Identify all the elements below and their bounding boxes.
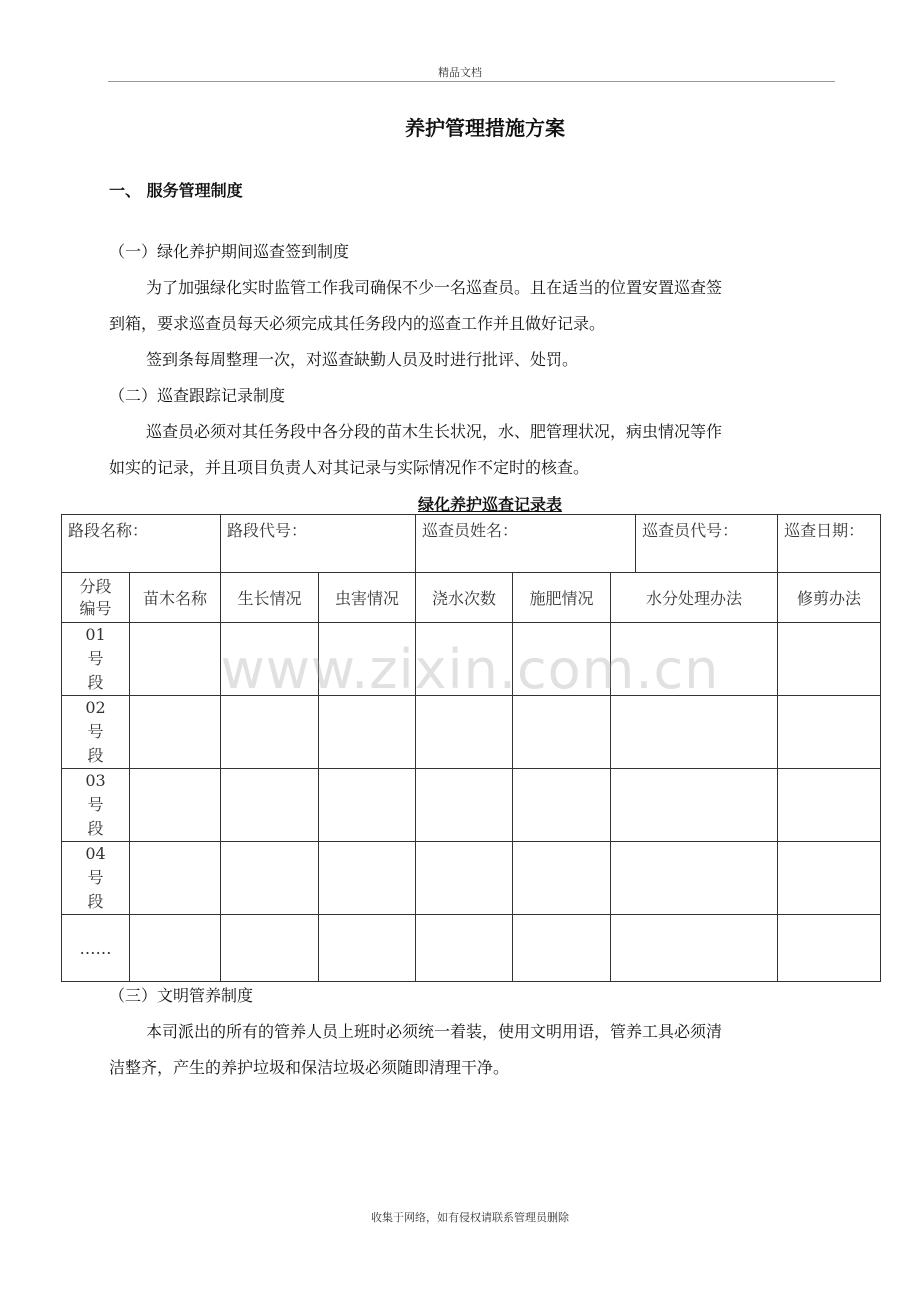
empty-cell [513,915,611,982]
paragraph-line: 如实的记录，并且项目负责人对其记录与实际情况作不定时的核查。 [109,458,590,477]
empty-cell [416,623,513,696]
header-segment-line2: 编号 [79,598,112,618]
segment-number: 01 [85,625,106,644]
empty-cell [130,623,221,696]
empty-cell [130,915,221,982]
inspection-record-table [61,514,881,982]
empty-cell [611,769,778,842]
document-title: 养护管理措施方案 [405,116,565,140]
empty-cell [611,915,778,982]
pruning-header: 修剪办法 [778,573,881,623]
paragraph-line: 巡查员必须对其任务段中各分段的苗木生长状况，水、肥管理状况，病虫情况等作 [146,422,723,441]
empty-cell [319,623,416,696]
empty-cell [221,696,319,769]
table-row [62,769,881,842]
segment-cell [62,769,130,842]
growth-header: 生长情况 [221,573,319,623]
section-heading: 一、 服务管理制度 [109,181,243,200]
watermark: www.zixin.com.cn [220,638,720,701]
fertilizing-header: 施肥情况 [513,573,611,623]
empty-cell [778,696,881,769]
empty-cell [416,696,513,769]
empty-cell [416,769,513,842]
inspector-code-field: 巡查员代号： [636,515,778,573]
segment-unit: 段 [87,746,104,765]
ellipsis-cell: …… [62,915,130,982]
empty-cell [611,842,778,915]
empty-cell [416,915,513,982]
watering-header: 浇水次数 [416,573,513,623]
empty-cell [611,696,778,769]
segment-unit: 段 [87,892,104,911]
empty-cell [611,623,778,696]
empty-cell [513,696,611,769]
table-row [62,842,881,915]
empty-cell [221,623,319,696]
header-divider [108,81,835,82]
empty-cell [130,769,221,842]
inspection-date-field: 巡查日期： [778,515,881,573]
empty-cell [130,842,221,915]
segment-number-header [62,573,130,623]
segment-cell [62,696,130,769]
paragraph-line: 为了加强绿化实时监管工作我司确保不少一名巡查员。且在适当的位置安置巡查签 [146,278,723,297]
road-name-field: 路段名称： [62,515,221,573]
paragraph-line: 到箱，要求巡查员每天必须完成其任务段内的巡查工作并且做好记录。 [109,314,606,333]
subsection-heading-3: （三）文明管养制度 [109,986,254,1005]
info-row [62,515,881,573]
seedling-name-header: 苗木名称 [130,573,221,623]
paragraph-line: 洁整齐，产生的养护垃圾和保洁垃圾必须随即清理干净。 [109,1058,510,1077]
segment-unit: 号 [87,795,104,814]
empty-cell [221,842,319,915]
segment-unit: 段 [87,819,104,838]
empty-cell [778,842,881,915]
empty-cell [513,769,611,842]
page-footer: 收集于网络，如有侵权请联系管理员删除 [371,1211,569,1224]
table-row [62,696,881,769]
empty-cell [416,842,513,915]
segment-number: 04 [85,844,106,863]
empty-cell [513,623,611,696]
empty-cell [778,915,881,982]
water-method-header: 水分处理办法 [611,573,778,623]
empty-cell [319,842,416,915]
empty-cell [513,842,611,915]
header-row [62,573,881,623]
empty-cell [130,696,221,769]
empty-cell [778,769,881,842]
table-row [62,915,881,982]
subsection-heading-2: （二）巡查跟踪记录制度 [109,386,286,405]
table-caption: 绿化养护巡查记录表 [417,495,562,514]
empty-cell [319,769,416,842]
empty-cell [778,623,881,696]
empty-cell [319,696,416,769]
header-segment-line1: 分段 [79,576,112,596]
paragraph-line: 签到条每周整理一次，对巡查缺勤人员及时进行批评、处罚。 [146,350,579,369]
pest-header: 虫害情况 [319,573,416,623]
road-code-field: 路段代号： [221,515,416,573]
inspector-name-field: 巡查员姓名： [416,515,636,573]
segment-cell [62,623,130,696]
segment-unit: 号 [87,868,104,887]
page-header: 精品文档 [438,66,482,79]
empty-cell [319,915,416,982]
empty-cell [221,915,319,982]
segment-unit: 段 [87,673,104,692]
segment-unit: 号 [87,649,104,668]
table-row [62,623,881,696]
subsection-heading-1: （一）绿化养护期间巡查签到制度 [109,242,350,261]
segment-unit: 号 [87,722,104,741]
segment-number: 03 [85,771,106,790]
segment-number: 02 [85,698,106,717]
paragraph-line: 本司派出的所有的管养人员上班时必须统一着装，使用文明用语，管养工具必须清 [146,1022,723,1041]
empty-cell [221,769,319,842]
segment-cell [62,842,130,915]
